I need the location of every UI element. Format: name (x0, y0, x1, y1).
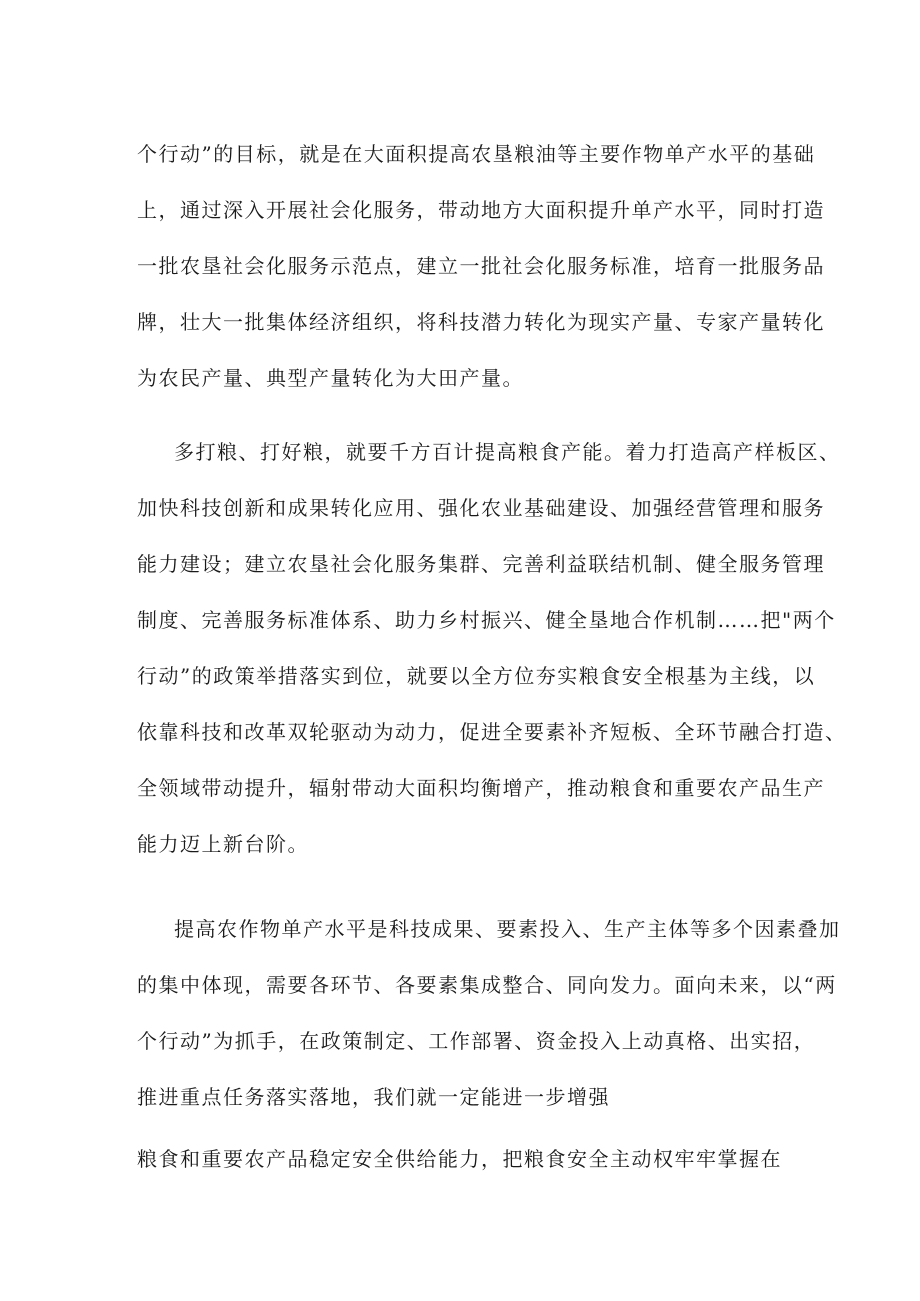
text-line: 一批农垦社会化服务示范点，建立一批社会化服务标准，培育一批服务品 (137, 254, 825, 278)
text-line: 能力建设；建立农垦社会化服务集群、完善利益联结机制、健全服务管理 (137, 552, 825, 576)
text-line: 的集中体现，需要各环节、各要素集成整合、同向发力。面向未来，以“两 (137, 973, 837, 997)
text-line: 加快科技创新和成果转化应用、强化农业基础建设、加强经营管理和服务 (137, 496, 825, 520)
text-line: 全领域带动提升，辐射带动大面积均衡增产，推动粮食和重要农产品生产 (137, 776, 825, 800)
text-line: 个行动”的目标，就是在大面积提高农垦粮油等主要作物单产水平的基础 (137, 142, 816, 166)
text-line: 依靠科技和改革双轮驱动为动力，促进全要素补齐短板、全环节融合打造、 (137, 720, 847, 744)
text-line: 为农民产量、典型产量转化为大田产量。 (137, 366, 524, 390)
text-line: 制度、完善服务标准体系、助力乡村振兴、健全垦地合作机制……把"两个 (137, 608, 836, 632)
text-line: 多打粮、打好粮，就要千方百计提高粮食产能。着力打造高产样板区、 (174, 440, 841, 464)
text-line: 能力迈上新台阶。 (137, 832, 309, 856)
text-line: 上，通过深入开展社会化服务，带动地方大面积提升单产水平，同时打造 (137, 198, 825, 222)
text-line: 提高农作物单产水平是科技成果、要素投入、生产主体等多个因素叠加 (174, 917, 841, 941)
text-line: 牌，壮大一批集体经济组织，将科技潜力转化为现实产量、专家产量转化 (137, 310, 825, 334)
text-line: 个行动”为抓手，在政策制定、工作部署、资金投入上动真格、出实招， (137, 1029, 816, 1053)
text-line: 推进重点任务落实落地，我们就一定能进一步增强 (137, 1085, 610, 1109)
text-line: 行动”的政策举措落实到位，就要以全方位夯实粮食安全根基为主线，以 (137, 664, 816, 688)
text-line: 粮食和重要农产品稳定安全供给能力，把粮食安全主动权牢牢掌握在 (137, 1147, 782, 1171)
